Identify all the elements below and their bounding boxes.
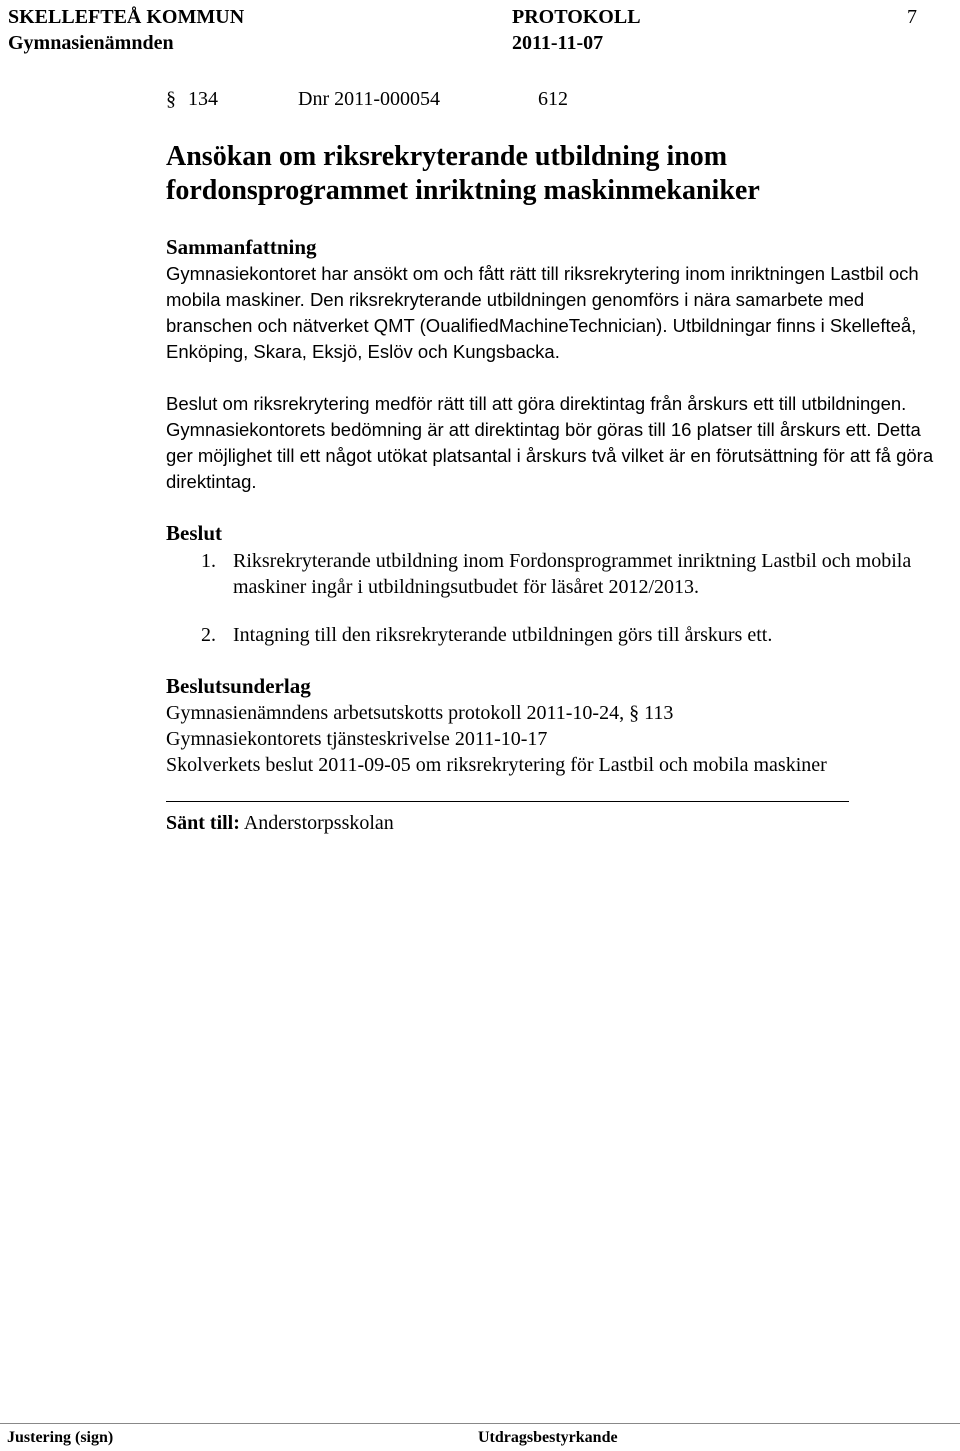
separator-line [166,801,849,802]
case-code: 612 [538,88,568,110]
section-heading-beslutsunderlag: Beslutsunderlag [166,674,311,698]
page-number: 7 [907,6,917,28]
header-doc-type: PROTOKOLL [512,6,641,28]
case-line [166,86,568,112]
document-title: Ansökan om riksrekryterande utbildning inom fordonsprogrammet inriktning maskinmekaniker [166,141,760,206]
paragraph-symbol: § [166,88,176,110]
decision-text: Intagning till den riksrekryterande utbildningen görs till årskurs ett. [233,624,773,646]
decision-list [166,548,946,648]
decision-item [166,622,946,648]
section-heading-sammanfattning: Sammanfattning [166,235,317,259]
decision-item [166,548,946,600]
header-committee: Gymnasienämnden [8,32,174,54]
basis-line: Gymnasienämndens arbetsutskotts protokoll 2011-10-24, § 113 [166,702,674,724]
basis-list [166,700,946,778]
header-date: 2011-11-07 [512,32,604,54]
sent-to-label: Sänt till: [166,812,240,834]
summary-paragraph-2: Beslut om riksrekrytering medför rätt till att göra direktintag från årskurs ett till utbildningen. Gymnasiekontorets bedömning är att direktintag bör göras till 16 platser till årskurs ett. Detta ger möjlighet till ett något utökat platsantal i årskurs två vilket är en förutsättning för att få göra direktintag. [166,393,934,492]
decision-text: Riksrekryterande utbildning inom Fordonsprogrammet inriktning Lastbil och mobila maskiner ingår i utbildningsutbudet för läsåret 2012/2013. [233,550,912,598]
sent-to-line [166,810,394,836]
basis-line: Gymnasiekontorets tjänsteskrivelse 2011-10-17 [166,728,548,750]
section-heading-beslut: Beslut [166,521,223,545]
footer-justering: Justering (sign) [7,1429,114,1446]
footer-divider [0,1423,960,1424]
footer-utdragsbestyrkande: Utdragsbestyrkande [478,1429,618,1446]
basis-line: Skolverkets beslut 2011-09-05 om riksrekrytering för Lastbil och mobila maskiner [166,754,827,776]
case-number: 134 [188,88,218,110]
summary-paragraph-1: Gymnasiekontoret har ansökt om och fått rätt till riksrekrytering inom inriktningen Lastbil och mobila maskiner. Den riksrekryterande utbildningen genomförs i nära samarbete med branschen och nätverket QMT (OualifiedMachineTechnician). Utbildningar finns i Skellefteå, Enköping, Skara, Eksjö, Eslöv och Kungsbacka. [166,263,919,362]
decision-number: 2. [201,624,216,646]
decision-number: 1. [201,550,216,572]
case-dnr: Dnr 2011-000054 [298,88,441,110]
header-org: SKELLEFTEÅ KOMMUN [8,6,245,28]
sent-to-value: Anderstorpsskolan [243,812,394,834]
